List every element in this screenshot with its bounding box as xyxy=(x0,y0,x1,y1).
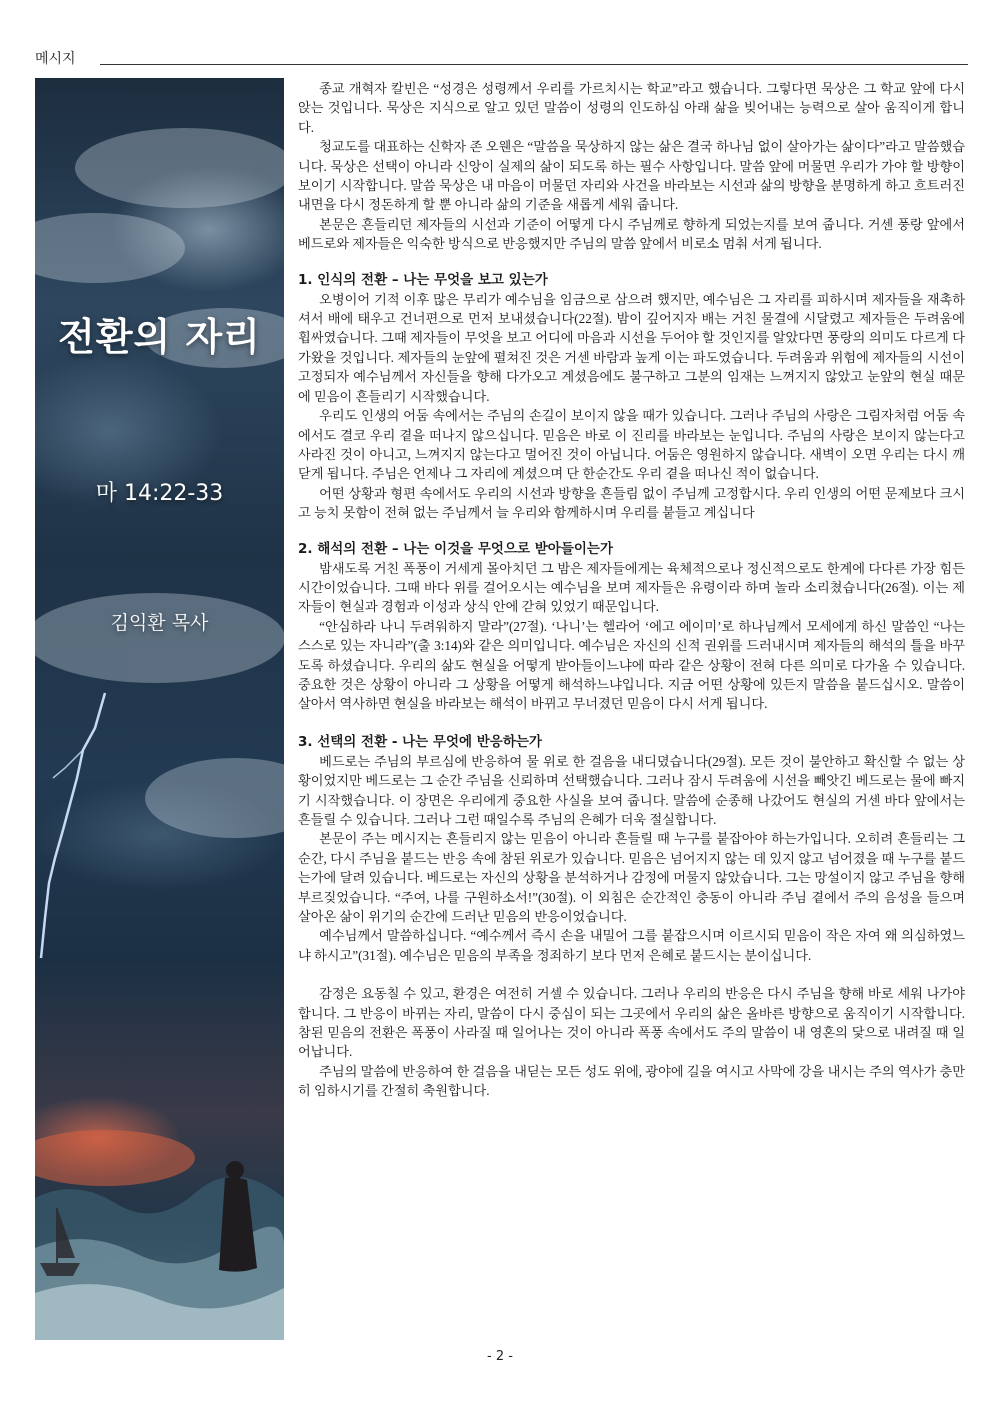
section-2-paragraph: 밤새도록 거친 폭풍이 거세게 몰아치던 그 밤은 제자들에게는 육체적으로나 정신적으로도 한계에 다다른 가장 힘든 시간이었습니다. 그때 바다 위를 걸어오시는 예수님을 보며 제자들은 유령이라 하며 놀라 소리쳤습니다(26절). 이는 제자들이 현실과 경험과 이성과 상식 안에 갇혀 있었기 때문입니다. xyxy=(298,560,965,615)
sermon-banner-image xyxy=(35,78,284,1340)
section-heading-3: 3. 선택의 전환 - 나는 무엇에 반응하는가 xyxy=(298,733,542,750)
section-3-paragraph: 본문이 주는 메시지는 흔들리지 않는 믿음이 아니라 흔들릴 때 누구를 붙잡아야 하는가입니다. 오히려 흔들리는 그 순간, 다시 주님을 붙드는 반응 속에 참된 위로가 있습니다. 믿음은 넘어지지 않는 데 있지 않고 넘어졌을 때 누구를 붙드는가에 달려 있습니다. 베드로는 자신의 상황을 분석하거나 감정에 머물지 않았습니다. 그는 망설이지 않고 주님을 향해 부르짖었습니다. “주여, 나를 구원하소서!”(30절). 이 외침은 순간적인 충동이 아니라 주님 곁에서 주의 음성을 들으며 살아온 삶이 위기의 순간에 드러난 믿음의 반응이었습니다. xyxy=(298,831,965,925)
section-label: 메시지 xyxy=(35,51,76,67)
section-1-paragraph: 오병이어 기적 이후 많은 무리가 예수님을 임금으로 삼으려 했지만, 예수님은 그 자리를 피하시며 제자들을 재촉하셔서 배에 태우고 건너편으로 먼저 보내셨습니다(22절). 밤이 깊어지자 배는 거친 물결에 시달렸고 제자들은 두려움에 휩싸였습니다. 그때 제자들이 무엇을 보고 어디에 마음과 시선을 두어야 할 것인지를 알았다면 풍랑의 의미도 다르게 다가왔을 것입니다. 제자들의 눈앞에 펼쳐진 것은 거센 바람과 높게 이는 파도였습니다. 두려움과 위험에 제자들의 시선이 고정되자 예수님께서 자신들을 향해 다가오고 계셨음에도 불구하고 그분의 임재는 느껴지지 않았고 눈앞의 현실 때문에 믿음이 흔들리기 시작했습니다. xyxy=(298,291,965,404)
sermon-body xyxy=(298,79,965,1101)
header-rule xyxy=(100,64,968,65)
closing-paragraph: 감정은 요동칠 수 있고, 환경은 여전히 거셀 수 있습니다. 그러나 우리의 반응은 다시 주님을 향해 바로 세워 나가야 합니다. 그 반응이 바뀌는 자리, 말씀이 다시 중심이 되는 그곳에서 우리의 삶은 올바른 방향으로 움직이기 시작합니다. 참된 믿음의 전환은 폭풍이 사라질 때 일어나는 것이 아니라 폭풍 속에서도 주의 말씀이 내 영혼의 닻으로 내려질 때 일어납니다. xyxy=(298,986,965,1060)
storm-scene-illustration xyxy=(35,78,284,1340)
closing-paragraph: 주님의 말씀에 반응하여 한 걸음을 내딛는 모든 성도 위에, 광야에 길을 여시고 사막에 강을 내시는 주의 역사가 충만히 임하시기를 간절히 축원합니다. xyxy=(298,1063,965,1099)
section-2-paragraph: “안심하라 나니 두려워하지 말라”(27절). ‘나니’는 헬라어 ‘에고 에이미’로 하나님께서 모세에게 하신 말씀인 “나는 스스로 있는 자니라”(출 3:14)와 같은 의미입니다. 예수님은 자신의 신적 권위를 드러내시며 제자들의 해석의 틀을 바꾸도록 하셨습니다. 우리의 삶도 현실을 어떻게 받아들이느냐에 따라 같은 상황이 전혀 다른 의미로 다가올 수 있습니다. 중요한 것은 상황이 아니라 그 상황을 어떻게 해석하느냐입니다. 지금 어떤 상황에 있든지 말씀을 붙드십시오. 말씀이 살아서 역사하면 현실을 바라보는 해석이 바뀌고 무너졌던 믿음이 다시 서게 됩니다. xyxy=(298,618,965,712)
section-1-paragraph: 어떤 상황과 형편 속에서도 우리의 시선과 방향을 흔들림 없이 주님께 고정합시다. 우리 인생의 어떤 문제보다 크시고 능치 못함이 전혀 없는 주님께서 늘 우리와 함께하시며 우리를 붙들고 계십니다 xyxy=(298,485,965,521)
scripture-reference: 마 14:22-33 xyxy=(95,481,224,506)
spacer xyxy=(298,965,965,984)
section-heading-2: 2. 해석의 전환 – 나는 이것을 무엇으로 받아들이는가 xyxy=(298,540,613,557)
intro-paragraph: 종교 개혁자 칼빈은 “성경은 성령께서 우리를 가르치시는 학교”라고 했습니다. 그렇다면 묵상은 그 학교 앞에 다시 앉는 것입니다. 묵상은 지식으로 알고 있던 말씀이 성령의 인도하심 아래 삶을 빚어내는 능력으로 살아 움직이게 합니다. xyxy=(298,81,965,135)
intro-paragraph: 본문은 흔들리던 제자들의 시선과 기준이 어떻게 다시 주님께로 향하게 되었는지를 보여 줍니다. 거센 풍랑 앞에서 베드로와 제자들은 익숙한 방식으로 반응했지만 주님의 말씀 앞에서 비로소 멈춰 서게 됩니다. xyxy=(298,216,965,252)
sermon-title: 전환의 자리 xyxy=(58,315,261,359)
section-1-paragraph: 우리도 인생의 어둠 속에서는 주님의 손길이 보이지 않을 때가 있습니다. 그러나 주님의 사랑은 그림자처럼 어둠 속에서도 결코 우리 곁을 떠나지 않으십니다. 믿음은 바로 이 진리를 바라보는 눈입니다. 주님의 사랑은 보이지 않는다고 사라진 것이 아니고, 느껴지지 않는다고 멀어진 것이 아닙니다. 어둠은 영원하지 않습니다. 새벽이 오면 우리는 다시 깨닫게 됩니다. 주님은 언제나 그 자리에 계셨으며 단 한순간도 우리 곁을 떠나신 적이 없습니다. xyxy=(298,408,965,482)
spacer xyxy=(298,714,965,733)
intro-paragraph: 청교도를 대표하는 신학자 존 오웬은 “말씀을 묵상하지 않는 삶은 결국 하나님 없이 살아가는 삶이다”라고 말씀했습니다. 묵상은 선택이 아니라 신앙이 실제의 삶이 되도록 하는 필수 사항입니다. 말씀 앞에 머물면 우리가 가야 할 방향이 보이기 시작합니다. 말씀 묵상은 내 마음이 머물던 자리와 사건을 바라보는 시선과 삶의 방향을 분명하게 하고 흐트러진 내면을 다시 정돈하게 할 뿐 아니라 삶의 기준을 새롭게 세워 줍니다. xyxy=(298,139,965,213)
preacher-name: 김익환 목사 xyxy=(110,612,209,634)
section-3-paragraph: 베드로는 주님의 부르심에 반응하여 물 위로 한 걸음을 내디뎠습니다(29절). 모든 것이 불안하고 확신할 수 없는 상황이었지만 베드로는 그 순간 주님을 신뢰하며 선택했습니다. 그러나 잠시 두려움에 시선을 빼앗긴 베드로는 물에 빠지기 시작했습니다. 이 장면은 우리에게 중요한 사실을 보여 줍니다. 말씀에 순종해 나갔어도 현실의 거센 바다 앞에서는 흔들릴 수 있습니다. 그러나 그런 때일수록 주님의 은혜가 더욱 절실합니다. xyxy=(298,753,965,827)
section-3-paragraph: 예수님께서 말씀하십니다. “예수께서 즉시 손을 내밀어 그를 붙잡으시며 이르시되 믿음이 작은 자여 왜 의심하였느냐 하시고”(31절). 예수님은 믿음의 부족을 정죄하기 보다 먼저 은혜로 붙드시는 분이십니다. xyxy=(298,928,965,963)
lightning-bolt xyxy=(41,693,105,958)
section-heading-1: 1. 인식의 전환 – 나는 무엇을 보고 있는가 xyxy=(298,271,548,288)
page-number: - 2 - xyxy=(487,1349,513,1364)
